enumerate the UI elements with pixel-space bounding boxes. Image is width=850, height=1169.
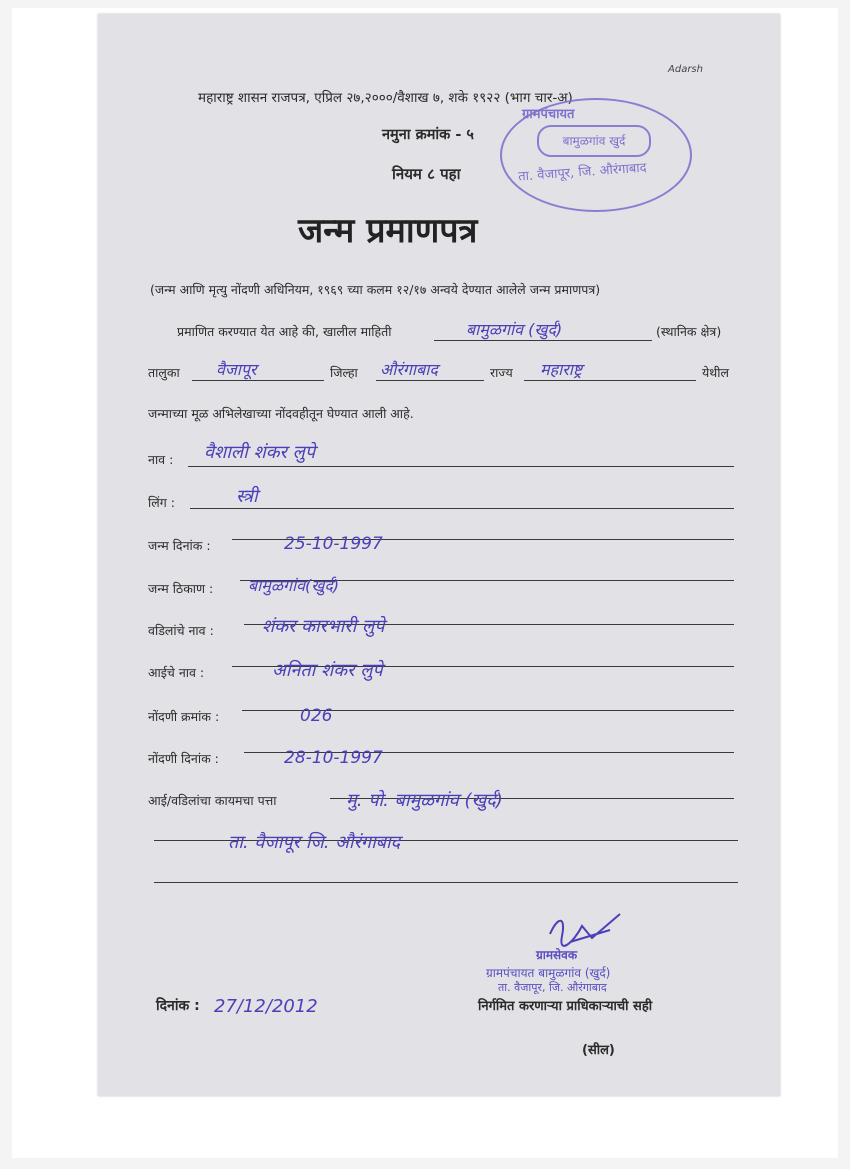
field-value-registration-date: 28-10-1997 bbox=[284, 748, 383, 768]
field-line-gender bbox=[190, 508, 734, 509]
stamp-bottom-text: ता. वैजापूर, जि. औरंगाबाद bbox=[517, 160, 648, 185]
field-value-registration-no: 026 bbox=[300, 706, 333, 726]
taluka-value: वैजापूर bbox=[216, 360, 257, 379]
signature-designation: ग्रामसेवक bbox=[536, 948, 578, 962]
rule-reference: नियम ८ पहा bbox=[392, 165, 461, 183]
field-label-mother-name: आईचे नाव : bbox=[148, 665, 205, 680]
signature-place: ता. वैजापूर, जि. औरंगाबाद bbox=[498, 981, 607, 994]
round-stamp bbox=[500, 98, 692, 212]
field-value-name: वैशाली शंकर लुपे bbox=[204, 442, 316, 463]
stamp-top-text: ग्रामपंचायत bbox=[522, 107, 575, 122]
taluka-line bbox=[192, 380, 324, 381]
field-label-father-name: वडिलांचे नाव : bbox=[148, 623, 214, 638]
intro-prefix: प्रमाणित करण्यात येत आहे की, खालील माहिती bbox=[177, 324, 392, 339]
local-area-label: (स्थानिक क्षेत्र) bbox=[656, 324, 722, 339]
date-label: दिनांक : bbox=[156, 998, 200, 1014]
field-line-name bbox=[188, 466, 734, 467]
field-label-birth-place: जन्म ठिकाण : bbox=[148, 581, 214, 596]
form-number: नमुना क्रमांक - ५ bbox=[382, 127, 474, 143]
seal-label: (सील) bbox=[582, 1043, 615, 1058]
field-value-father-name: शंकर कारभारी लुपे bbox=[262, 616, 385, 637]
state-line bbox=[524, 380, 696, 381]
district-label: जिल्हा bbox=[330, 365, 358, 380]
address-line-3 bbox=[154, 882, 738, 883]
district-value: औरंगाबाद bbox=[380, 360, 438, 379]
field-label-registration-no: नोंदणी क्रमांक : bbox=[148, 709, 220, 724]
date-value: 27/12/2012 bbox=[214, 996, 318, 1017]
field-value-gender: स्त्री bbox=[236, 486, 258, 507]
address-label: आई/वडिलांचा कायमचा पत्ता bbox=[148, 793, 277, 808]
act-line: (जन्म आणि मृत्यु नोंदणी अधिनियम, १९६९ च्या कलम १२/१७ अन्वये देण्यात आलेले जन्म प्रमाणपत्र) bbox=[150, 282, 601, 297]
field-value-mother-name: अनिता शंकर लुपे bbox=[272, 660, 383, 681]
intro-line-3: जन्माच्या मूळ अभिलेखाच्या नोंदवहीतून घेण्यात आली आहे. bbox=[148, 406, 414, 421]
local-area-line bbox=[434, 340, 652, 341]
address-value-2: ता. वैजापूर जि. औरंगाबाद bbox=[228, 832, 401, 853]
state-value: महाराष्ट्र bbox=[540, 360, 583, 379]
yethil-word: येथील bbox=[702, 365, 729, 380]
address-value-1: मु. पो. बामुळगांव (खुर्द) bbox=[346, 790, 503, 811]
field-label-name: नाव : bbox=[148, 452, 174, 467]
signature-office: ग्रामपंचायत बामुळगांव (खुर्द) bbox=[486, 966, 611, 980]
field-label-gender: लिंग : bbox=[148, 495, 175, 510]
field-label-registration-date: नोंदणी दिनांक : bbox=[148, 751, 219, 766]
stamp-center-text: बामुळगांव खुर्द bbox=[537, 125, 651, 157]
field-value-birth-date: 25-10-1997 bbox=[284, 534, 383, 554]
corner-note: Adarsh bbox=[668, 64, 703, 75]
taluka-label: तालुका bbox=[148, 365, 180, 380]
authority-signature-label: निर्गमित करणाऱ्या प्राधिकाऱ्याची सही bbox=[478, 999, 653, 1014]
field-value-birth-place: बामुळगांव(खुर्द) bbox=[248, 576, 340, 595]
page-title: जन्म प्रमाणपत्र bbox=[298, 211, 478, 251]
field-label-birth-date: जन्म दिनांक : bbox=[148, 538, 211, 553]
district-line bbox=[376, 380, 484, 381]
gazette-line: महाराष्ट्र शासन राजपत्र, एप्रिल २७,२०००/वैशाख ७, शके १९२२ (भाग चार-अ) bbox=[198, 90, 573, 106]
state-label: राज्य bbox=[490, 365, 513, 380]
local-area-value: बामुळगांव (खुर्द) bbox=[466, 320, 563, 339]
